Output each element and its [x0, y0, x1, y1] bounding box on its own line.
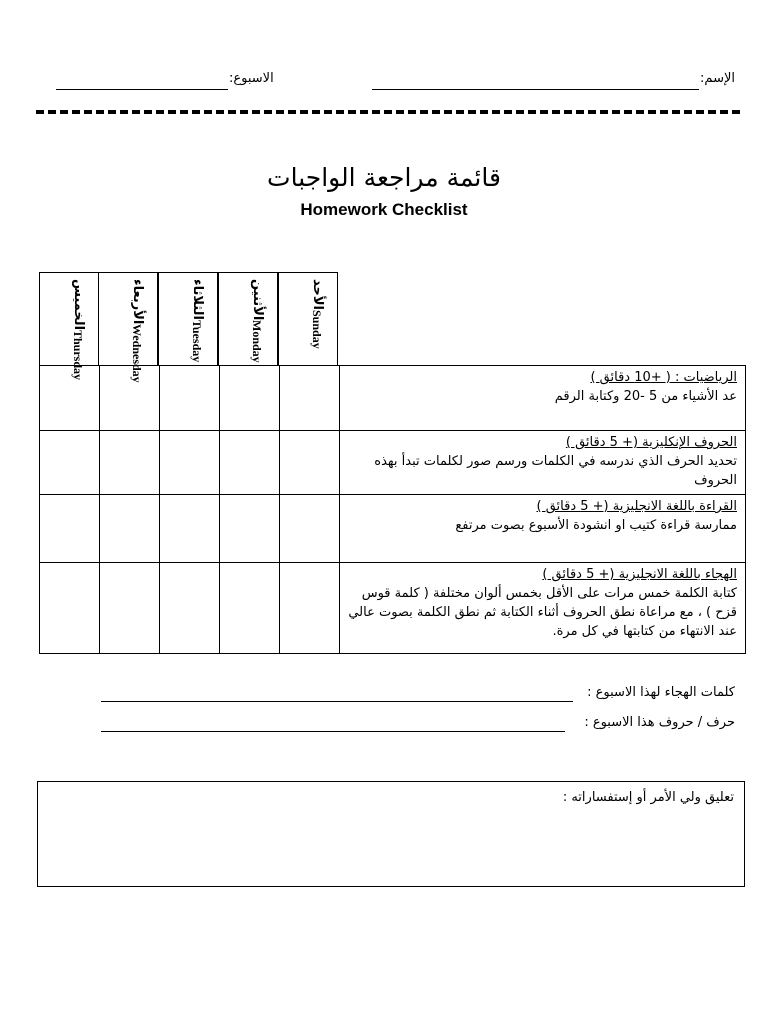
- checkbox-sunday[interactable]: [280, 495, 340, 563]
- name-label: الإسم:: [700, 71, 735, 86]
- checkbox-monday[interactable]: [220, 563, 280, 654]
- day-label-english: Thursday: [71, 330, 85, 381]
- day-label-arabic: الثلاثاء: [190, 279, 205, 320]
- day-header-monday: [218, 272, 278, 365]
- day-header-tuesday: [158, 272, 218, 365]
- name-field[interactable]: [372, 89, 699, 90]
- day-label-english: Sunday: [310, 310, 324, 349]
- day-label-english: Wednesday: [130, 324, 144, 384]
- checkbox-thursday[interactable]: [40, 431, 100, 495]
- task-title: الرياضيات : ( +10 دقائق ): [590, 370, 737, 385]
- task-cell: [340, 431, 746, 495]
- checkbox-wednesday[interactable]: [100, 431, 160, 495]
- table-row: [40, 431, 746, 495]
- checkbox-sunday[interactable]: [280, 366, 340, 431]
- page-title-english: Homework Checklist: [300, 200, 468, 219]
- day-label-arabic: الخميس: [71, 279, 86, 331]
- task-title: الهجاء باللغة الانجليزية (+ 5 دقائق ): [542, 567, 737, 582]
- task-title: القراءة باللغة الانجليزية (+ 5 دقائق ): [536, 499, 737, 514]
- checkbox-monday[interactable]: [220, 431, 280, 495]
- checklist-table: [39, 365, 746, 654]
- day-header-wednesday: [98, 272, 158, 384]
- day-label-english: Tuesday: [190, 319, 204, 363]
- checkbox-sunday[interactable]: [280, 431, 340, 495]
- checkbox-thursday[interactable]: [40, 366, 100, 431]
- checkbox-wednesday[interactable]: [100, 495, 160, 563]
- dashed-separator: [36, 110, 744, 114]
- table-row: [40, 563, 746, 654]
- day-label-arabic: الأربعاء: [130, 279, 145, 325]
- day-label-english: Monday: [250, 320, 264, 364]
- spelling-words-field[interactable]: [101, 701, 573, 702]
- task-description: عد الأشياء من 5 -20 وكتابة الرقم: [554, 389, 737, 404]
- checkbox-tuesday[interactable]: [160, 431, 220, 495]
- day-label-arabic: الأحد: [310, 279, 325, 311]
- parent-comment-label: تعليق ولي الأمر أو إستفساراته :: [562, 790, 734, 805]
- task-cell: [340, 495, 746, 563]
- checkbox-tuesday[interactable]: [160, 563, 220, 654]
- checkbox-monday[interactable]: [220, 366, 280, 431]
- checkbox-wednesday[interactable]: [100, 366, 160, 431]
- week-field[interactable]: [56, 89, 228, 90]
- day-header-sunday: [278, 272, 338, 365]
- task-title: الحروف الإنكليزية (+ 5 دقائق ): [565, 435, 737, 450]
- week-label: الاسبوع:: [229, 71, 274, 86]
- day-label-arabic: الأثنين: [250, 279, 265, 321]
- checkbox-wednesday[interactable]: [100, 563, 160, 654]
- checkbox-sunday[interactable]: [280, 563, 340, 654]
- letters-field[interactable]: [101, 731, 565, 732]
- checkbox-tuesday[interactable]: [160, 495, 220, 563]
- page-title-arabic: قائمة مراجعة الواجبات: [267, 163, 501, 192]
- task-cell: [340, 563, 746, 654]
- checkbox-thursday[interactable]: [40, 563, 100, 654]
- day-header-thursday: [39, 272, 99, 381]
- task-cell: [340, 366, 746, 431]
- task-description: كتابة الكلمة خمس مرات على الأقل بخمس ألوان مختلفة ( كلمة قوس قزح ) ، مع مراعاة نطق الحروف أثناء الكتابة ثم نطق الكلمة بصوت عالي عند الانتهاء من كتابتها في كل مرة.: [348, 586, 737, 639]
- letters-label: حرف / حروف هذا الاسبوع :: [584, 715, 735, 730]
- checkbox-monday[interactable]: [220, 495, 280, 563]
- task-description: ممارسة قراءة كتيب او انشودة الأسبوع بصوت مرتفع: [455, 518, 737, 533]
- checkbox-tuesday[interactable]: [160, 366, 220, 431]
- task-description: تحديد الحرف الذي ندرسه في الكلمات ورسم صور لكلمات تبدأ بهذه الحروف: [374, 454, 737, 488]
- checkbox-thursday[interactable]: [40, 495, 100, 563]
- spelling-words-label: كلمات الهجاء لهذا الاسبوع :: [587, 685, 735, 700]
- parent-comment-box[interactable]: [37, 781, 745, 887]
- table-row: [40, 495, 746, 563]
- table-row: [40, 366, 746, 431]
